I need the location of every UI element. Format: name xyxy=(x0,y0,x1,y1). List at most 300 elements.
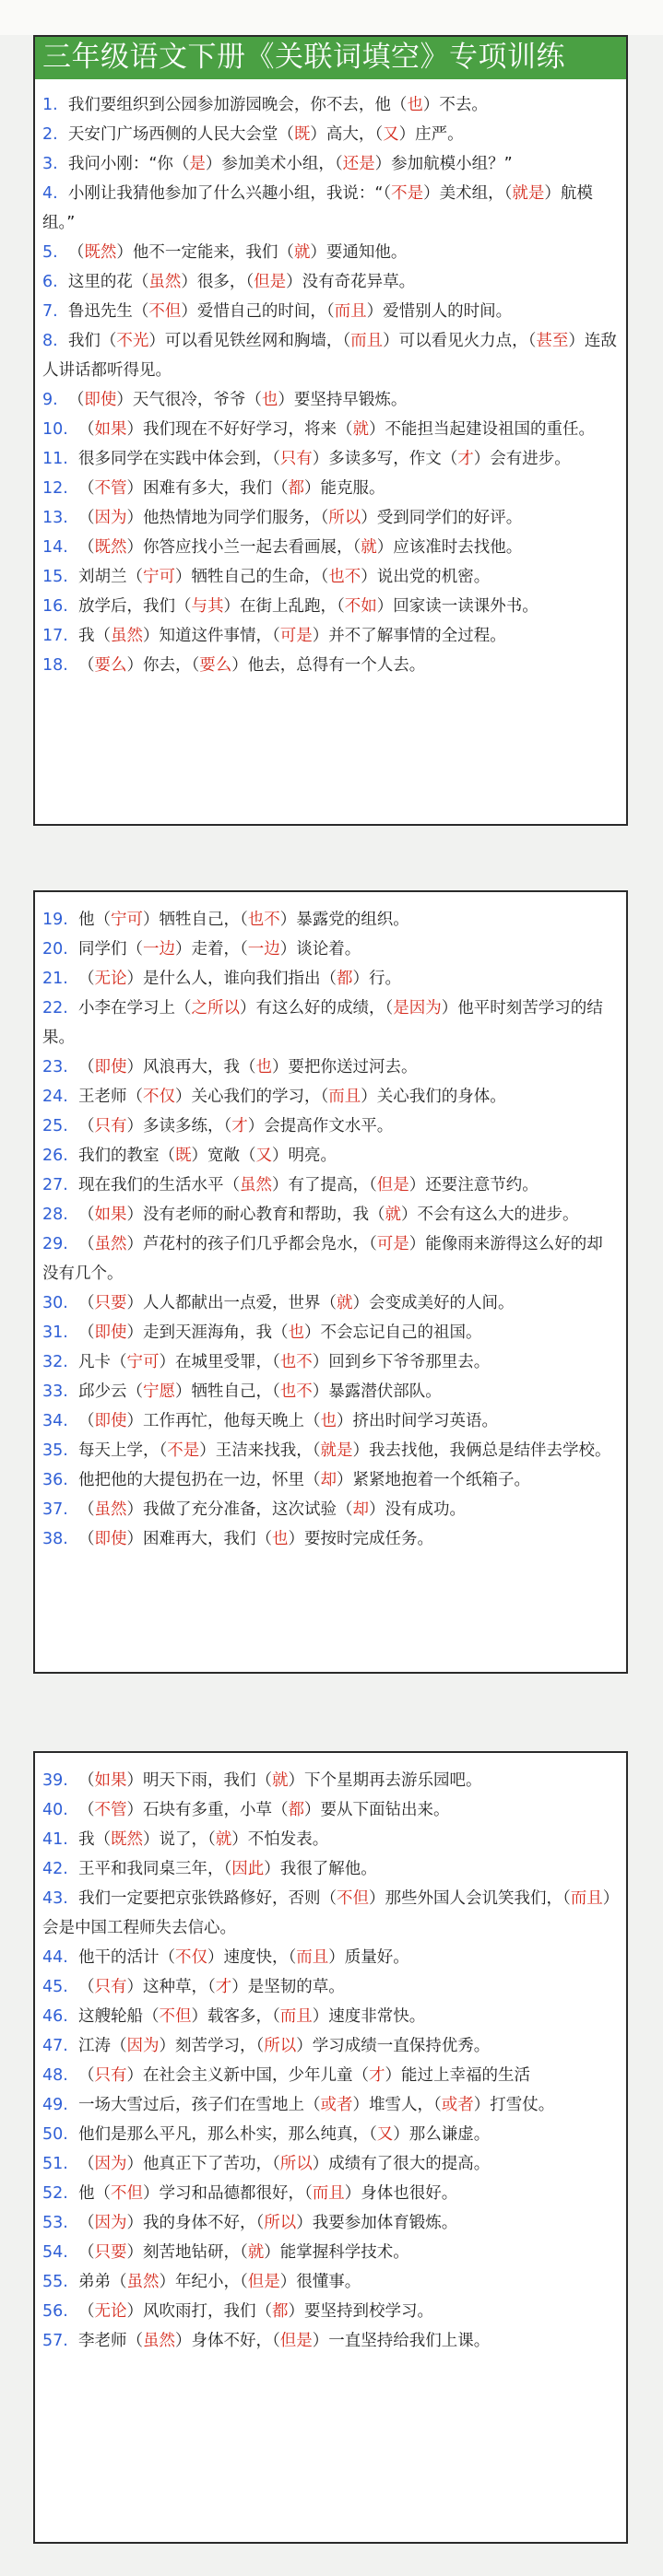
answer-word: 又 xyxy=(255,1147,272,1165)
answer-word: 就 xyxy=(247,2243,265,2262)
exercise-item xyxy=(42,621,619,651)
item-number: 56. xyxy=(42,2302,68,2321)
answer-word: 只有 xyxy=(94,1117,127,1135)
sentence-text: ）回家读一读课外书。 xyxy=(376,597,539,616)
sentence-text: ）工作再忙，他每天晚上（ xyxy=(126,1412,321,1430)
exercise-item xyxy=(42,1170,619,1200)
sentence-text: 放学后，我们（ xyxy=(67,597,192,616)
item-number: 53. xyxy=(42,2214,68,2232)
sentence-text: ）说出党的机密。 xyxy=(361,568,491,586)
exercise-item xyxy=(42,2149,619,2179)
sentence-text: ）风吹雨打，我们（ xyxy=(126,2302,272,2321)
answer-word: 却 xyxy=(352,1500,369,1519)
answer-word: 与其 xyxy=(191,597,224,616)
sentence-text: ）关心我们的身体。 xyxy=(361,1088,506,1106)
item-number: 15. xyxy=(42,568,68,586)
sentence-text: （ xyxy=(67,1117,95,1135)
sentence-text: （ xyxy=(67,1206,95,1224)
sentence-text: ）没有老师的耐心教育和帮助，我（ xyxy=(126,1206,385,1224)
sentence-text: ）在社会主义新中国，少年儿童（ xyxy=(126,2066,369,2085)
item-number: 54. xyxy=(42,2243,68,2262)
answer-word: 因为 xyxy=(94,509,127,527)
exercise-item xyxy=(42,1495,619,1524)
sentence-text: ）堆雪人，（ xyxy=(352,2096,442,2114)
item-number: 12. xyxy=(42,479,68,498)
sentence-text: （ xyxy=(67,1771,95,1790)
sentence-text: （ xyxy=(67,420,95,439)
sentence-text: ）要按时完成任务。 xyxy=(288,1530,433,1548)
sentence-text: ）刻苦地钻研，（ xyxy=(126,2243,248,2262)
sentence-text: ）牺牲自己，（ xyxy=(142,911,248,929)
sentence-text: ）成绩有了很大的提高。 xyxy=(312,2155,491,2173)
exercise-item xyxy=(42,533,619,562)
exercise-item xyxy=(42,1972,619,2002)
sentence-text: （ xyxy=(67,509,95,527)
item-number: 23. xyxy=(42,1058,68,1076)
exercise-item xyxy=(42,1377,619,1406)
item-number: 20. xyxy=(42,940,68,959)
sentence-text: ）天气很冷，爷爷（ xyxy=(116,391,262,409)
answer-word: 如果 xyxy=(94,1771,127,1790)
exercise-item xyxy=(42,326,619,385)
answer-word: 之所以 xyxy=(191,999,240,1017)
page-title: 三年级语文下册《关联词填空》专项训练 xyxy=(35,37,626,79)
answer-word: 因为 xyxy=(126,2037,160,2055)
exercise-card-3 xyxy=(33,1751,628,2544)
exercise-item xyxy=(42,2002,619,2031)
sentence-text: 邱少云（ xyxy=(67,1382,143,1401)
item-number: 47. xyxy=(42,2037,68,2055)
answer-word: 而且 xyxy=(570,1889,603,1908)
answer-word: 宁愿 xyxy=(142,1382,175,1401)
exercise-item xyxy=(42,1112,619,1141)
sentence-text: ）我很了解他。 xyxy=(264,1860,377,1878)
answer-word: 就 xyxy=(215,1830,232,1849)
answer-word: 如果 xyxy=(94,420,127,439)
exercise-item xyxy=(42,2120,619,2149)
sentence-text: （ xyxy=(67,1323,95,1342)
item-number: 4. xyxy=(42,184,58,203)
sentence-text: ）在街上乱跑，（ xyxy=(223,597,345,616)
sentence-text: 小刚让我猜他参加了什么兴趣小组，我说：“（ xyxy=(57,184,392,203)
sentence-text: ）爱惜自己的时间，（ xyxy=(181,302,335,321)
item-number: 40. xyxy=(42,1801,68,1819)
sentence-text: ）他热情地为同学们服务，（ xyxy=(126,509,329,527)
sentence-text: ）一直坚持给我们上课。 xyxy=(312,2332,491,2350)
answer-word: 而且 xyxy=(334,302,367,321)
sentence-text: ）身体不好，（ xyxy=(174,2332,280,2350)
item-number: 55. xyxy=(42,2273,68,2291)
exercise-item xyxy=(42,1141,619,1170)
answer-word: 只要 xyxy=(94,1294,127,1312)
sentence-text: ）牺牲自己，（ xyxy=(174,1382,280,1401)
sentence-text: ）我做了充分准备，这次试验（ xyxy=(126,1500,353,1519)
sentence-text: ）我们现在不好好学习，将来（ xyxy=(126,420,353,439)
sentence-text: ）明亮。 xyxy=(271,1147,337,1165)
answer-word: 都 xyxy=(336,970,353,988)
answer-word: 还是 xyxy=(342,155,375,173)
item-number: 35. xyxy=(42,1441,68,1460)
answer-word: 可是 xyxy=(279,627,313,645)
sentence-text: ）困难再大，我们（ xyxy=(126,1530,272,1548)
item-number: 50. xyxy=(42,2125,68,2144)
answer-word: 就是 xyxy=(320,1441,353,1460)
exercise-item xyxy=(42,238,619,267)
sentence-text: ）能克服。 xyxy=(303,479,385,498)
sentence-text: 江涛（ xyxy=(67,2037,127,2055)
sentence-text: （ xyxy=(67,2243,95,2262)
sentence-text: ）不去。 xyxy=(422,96,488,114)
sentence-text: 这艘轮船（ xyxy=(67,2007,160,2026)
sentence-text: ）爱惜别人的时间。 xyxy=(366,302,513,321)
answer-word: 虽然 xyxy=(110,627,143,645)
answer-word: 而且 xyxy=(296,1948,329,1967)
sentence-text: ）质量好。 xyxy=(328,1948,409,1967)
sentence-text: ）牺牲自己的生命，（ xyxy=(174,568,329,586)
exercise-item xyxy=(42,120,619,149)
item-number: 22. xyxy=(42,999,68,1017)
sentence-text: 每天上学，（ xyxy=(67,1441,168,1460)
answer-word: 不如 xyxy=(344,597,377,616)
sentence-text: ）明天下雨，我们（ xyxy=(126,1771,272,1790)
answer-word: 即使 xyxy=(94,1323,127,1342)
exercise-item xyxy=(42,2179,619,2208)
item-number: 37. xyxy=(42,1500,68,1519)
exercise-item xyxy=(42,994,619,1053)
answer-word: 都 xyxy=(271,2302,289,2321)
exercise-item xyxy=(42,2267,619,2297)
sentence-text: （ xyxy=(67,1500,95,1519)
answer-word: 是 xyxy=(189,155,206,173)
item-number: 48. xyxy=(42,2066,68,2085)
sentence-text: ）受到同学们的好评。 xyxy=(361,509,523,527)
exercise-item xyxy=(42,1229,619,1288)
answer-word: 要么 xyxy=(199,656,232,675)
item-number: 49. xyxy=(42,2096,68,2114)
sentence-text: ）他平时刻苦学习的结果。 xyxy=(42,999,603,1047)
answer-word: 也 xyxy=(261,391,278,409)
answer-word: 才 xyxy=(368,2066,385,2085)
answer-word: 就 xyxy=(271,1771,289,1790)
sentence-text: （ xyxy=(67,970,95,988)
sentence-text: ）说了，（ xyxy=(142,1830,216,1849)
answer-word: 不管 xyxy=(94,479,127,498)
sentence-text: （ xyxy=(67,2214,95,2232)
sentence-text: 我（ xyxy=(67,627,111,645)
sentence-text: ）没有成功。 xyxy=(368,1500,466,1519)
exercise-item xyxy=(42,562,619,592)
answer-word: 才 xyxy=(215,1978,232,1996)
sentence-text: ）人人都献出一点爱，世界（ xyxy=(126,1294,337,1312)
sentence-text: （ xyxy=(67,1978,95,1996)
sentence-text: 一场大雪过后，孩子们在雪地上（ xyxy=(67,2096,321,2114)
sentence-text: ）航模组。” xyxy=(42,184,593,232)
sentence-text: ）暴露党的组织。 xyxy=(279,911,409,929)
exercise-list-3 xyxy=(35,1753,626,2356)
sentence-text: 我们（ xyxy=(57,332,117,350)
answer-word: 不是 xyxy=(167,1441,200,1460)
sentence-text: （ xyxy=(67,656,95,675)
item-number: 21. xyxy=(42,970,68,988)
exercise-item xyxy=(42,1766,619,1795)
exercise-item xyxy=(42,179,619,238)
answer-word: 而且 xyxy=(312,2184,345,2203)
sentence-text: ）是什么人，谁向我们指出（ xyxy=(126,970,337,988)
item-number: 41. xyxy=(42,1830,68,1849)
item-number: 30. xyxy=(42,1294,68,1312)
exercise-item xyxy=(42,1053,619,1082)
answer-word: 所以 xyxy=(279,2155,313,2173)
item-number: 33. xyxy=(42,1382,68,1401)
exercise-item xyxy=(42,1854,619,1884)
sentence-text: ）庄严。 xyxy=(398,125,464,144)
answer-word: 可是 xyxy=(376,1235,409,1253)
item-number: 38. xyxy=(42,1530,68,1548)
exercise-item xyxy=(42,964,619,994)
sentence-text: ）能掌握科学技术。 xyxy=(264,2243,409,2262)
sentence-text: ）多读多练，（ xyxy=(126,1117,232,1135)
sentence-text: 现在我们的生活水平（ xyxy=(67,1176,240,1194)
sentence-text: 我们要组织到公园参加游园晚会，你不去，他（ xyxy=(57,96,408,114)
sentence-text: ）他真正下了苦功，（ xyxy=(126,2155,280,2173)
sentence-text: ）很懂事。 xyxy=(279,2273,361,2291)
answer-word: 所以 xyxy=(328,509,361,527)
answer-word: 却 xyxy=(320,1471,337,1489)
answer-word: 或者 xyxy=(320,2096,353,2114)
exercise-item xyxy=(42,474,619,503)
exercise-item xyxy=(42,385,619,415)
sentence-text: （ xyxy=(67,1412,95,1430)
answer-word: 就 xyxy=(385,1206,401,1224)
answer-word: 虽然 xyxy=(239,1176,272,1194)
sentence-text: ）这种草，（ xyxy=(126,1978,216,1996)
answer-word: 所以 xyxy=(264,2214,297,2232)
sentence-text: ）关心我们的学习，（ xyxy=(174,1088,329,1106)
sentence-text: ）有了提高，（ xyxy=(271,1176,377,1194)
sentence-text: ）可以看见铁丝网和胸墙，（ xyxy=(148,332,351,350)
answer-word: 或者 xyxy=(441,2096,474,2114)
answer-word: 不仅 xyxy=(142,1088,175,1106)
sentence-text: ）要通知他。 xyxy=(310,243,408,262)
answer-word: 不管 xyxy=(94,1801,127,1819)
sentence-text: ）很多，（ xyxy=(181,273,255,291)
sentence-text: ）身体也很好。 xyxy=(344,2184,458,2203)
answer-word: 虽然 xyxy=(94,1500,127,1519)
answer-word: 不是 xyxy=(391,184,424,203)
exercise-item xyxy=(42,267,619,297)
sentence-text: ）并不了解事情的全过程。 xyxy=(312,627,506,645)
sentence-text: 小李在学习上（ xyxy=(67,999,192,1017)
item-number: 44. xyxy=(42,1948,68,1967)
item-number: 5. xyxy=(42,243,58,262)
answer-word: 一边 xyxy=(142,940,175,959)
answer-word: 宁可 xyxy=(142,568,175,586)
answer-word: 即使 xyxy=(94,1058,127,1076)
exercise-item xyxy=(42,1524,619,1554)
item-number: 36. xyxy=(42,1471,68,1489)
exercise-item xyxy=(42,905,619,935)
sentence-text: ）高大，（ xyxy=(310,125,384,144)
answer-word: 因为 xyxy=(94,2155,127,2173)
answer-word: 也不 xyxy=(279,1382,313,1401)
answer-word: 又 xyxy=(376,2125,394,2144)
sentence-text: ）载客多，（ xyxy=(191,2007,280,2026)
sentence-text: ）应该准时去找他。 xyxy=(376,538,523,557)
sentence-text: （ xyxy=(67,479,95,498)
exercise-item xyxy=(42,1943,619,1972)
sentence-text: ）不会有这么大的进步。 xyxy=(400,1206,579,1224)
answer-word: 即使 xyxy=(94,1530,127,1548)
sentence-text: 他把他的大提包扔在一边，怀里（ xyxy=(67,1471,321,1489)
sentence-text: ）走着，（ xyxy=(174,940,248,959)
exercise-item xyxy=(42,1288,619,1318)
exercise-item xyxy=(42,935,619,964)
item-number: 8. xyxy=(42,332,58,350)
sentence-text: ）要把你送过河去。 xyxy=(271,1058,418,1076)
sentence-text: （ xyxy=(67,1294,95,1312)
exercise-item xyxy=(42,415,619,444)
exercise-item xyxy=(42,2090,619,2120)
sentence-text: ）会是中国工程师失去信心。 xyxy=(42,1889,611,1937)
sentence-text: ）会有进步。 xyxy=(473,450,571,468)
answer-word: 不光 xyxy=(116,332,149,350)
exercise-item xyxy=(42,651,619,680)
sentence-text: ）困难有多大，我们（ xyxy=(126,479,289,498)
item-number: 52. xyxy=(42,2184,68,2203)
item-number: 29. xyxy=(42,1235,68,1253)
sentence-text: ）走到天涯海角，我（ xyxy=(126,1323,289,1342)
exercise-card-2 xyxy=(33,890,628,1674)
exercise-item xyxy=(42,503,619,533)
answer-word: 不但 xyxy=(110,2184,143,2203)
sentence-text: 这里的花（ xyxy=(57,273,149,291)
sentence-text: ）挤出时间学习英语。 xyxy=(336,1412,498,1430)
sentence-text: ）多读多写，作文（ xyxy=(312,450,458,468)
sentence-text: ）能像雨来游得这么好的却没有几个。 xyxy=(42,1235,603,1283)
item-number: 11. xyxy=(42,450,68,468)
answer-word: 就 xyxy=(293,243,311,262)
exercise-item xyxy=(42,1465,619,1495)
item-number: 24. xyxy=(42,1088,68,1106)
answer-word: 宁可 xyxy=(110,911,143,929)
answer-word: 既 xyxy=(293,125,311,144)
answer-word: 只有 xyxy=(94,2066,127,2085)
answer-word: 才 xyxy=(231,1117,248,1135)
answer-word: 只有 xyxy=(279,450,313,468)
exercise-list-1 xyxy=(35,79,626,680)
item-number: 14. xyxy=(42,538,68,557)
sentence-text: ）要坚持到校学习。 xyxy=(288,2302,433,2321)
answer-word: 才 xyxy=(457,450,474,468)
sentence-text: 他干的活计（ xyxy=(67,1948,175,1967)
item-number: 57. xyxy=(42,2332,68,2350)
item-number: 34. xyxy=(42,1412,68,1430)
item-number: 27. xyxy=(42,1176,68,1194)
answer-word: 既然 xyxy=(84,243,117,262)
answer-word: 宁可 xyxy=(126,1353,160,1371)
sentence-text: ）风浪再大，我（ xyxy=(126,1058,256,1076)
item-number: 7. xyxy=(42,302,58,321)
sentence-text: ）那么谦虚。 xyxy=(393,2125,491,2144)
answer-word: 也 xyxy=(320,1412,337,1430)
answer-word: 虽然 xyxy=(94,1235,127,1253)
answer-word: 无论 xyxy=(94,2302,127,2321)
exercise-item xyxy=(42,444,619,474)
answer-word: 也 xyxy=(255,1058,272,1076)
answer-word: 就 xyxy=(336,1294,353,1312)
answer-word: 就 xyxy=(352,420,369,439)
answer-word: 也不 xyxy=(279,1353,313,1371)
exercise-item xyxy=(42,2208,619,2238)
answer-word: 不但 xyxy=(336,1889,369,1908)
sentence-text: ）可以看见火力点，（ xyxy=(383,332,537,350)
answer-word: 也 xyxy=(288,1323,304,1342)
sentence-text: ）有这么好的成绩，（ xyxy=(239,999,394,1017)
sentence-text: （ xyxy=(67,1058,95,1076)
sentence-text: ）紧紧地抱着一个纸箱子。 xyxy=(336,1471,530,1489)
item-number: 32. xyxy=(42,1353,68,1371)
answer-word: 甚至 xyxy=(536,332,569,350)
exercise-card-1 xyxy=(33,35,628,826)
sentence-text: ）是坚韧的草。 xyxy=(231,1978,345,1996)
sentence-text: ）他去，总得有一个人去。 xyxy=(231,656,426,675)
answer-word: 无论 xyxy=(94,970,127,988)
exercise-item xyxy=(42,1318,619,1347)
answer-word: 又 xyxy=(383,125,399,144)
exercise-item xyxy=(42,1082,619,1112)
answer-word: 不仅 xyxy=(174,1948,207,1967)
item-number: 3. xyxy=(42,155,58,173)
sentence-text: ）连敌人讲话都听得见。 xyxy=(42,332,617,380)
sentence-text: ）宽敞（ xyxy=(191,1147,256,1165)
sentence-text: ）参加航模小组？” xyxy=(374,155,513,173)
item-number: 46. xyxy=(42,2007,68,2026)
sentence-text: （ xyxy=(67,538,95,557)
item-number: 39. xyxy=(42,1771,68,1790)
exercise-item xyxy=(42,1825,619,1854)
answer-word: 因为 xyxy=(94,2214,127,2232)
sentence-text: （ xyxy=(57,391,85,409)
sentence-text: ）在城里受罪，（ xyxy=(159,1353,280,1371)
exercise-item xyxy=(42,297,619,326)
sentence-text: 同学们（ xyxy=(67,940,143,959)
sentence-text: （ xyxy=(57,243,85,262)
sentence-text: （ xyxy=(67,1235,95,1253)
answer-word: 既然 xyxy=(110,1830,143,1849)
exercise-item xyxy=(42,1884,619,1943)
sentence-text: ）要从下面钻出来。 xyxy=(303,1801,450,1819)
sentence-text: ）打雪仗。 xyxy=(473,2096,555,2114)
sentence-text: 弟弟（ xyxy=(67,2273,127,2291)
item-number: 6. xyxy=(42,273,58,291)
exercise-item xyxy=(42,1406,619,1436)
sentence-text: ）暴露潜伏部队。 xyxy=(312,1382,442,1401)
answer-word: 即使 xyxy=(84,391,117,409)
answer-word: 要么 xyxy=(94,656,127,675)
sentence-text: 鲁迅先生（ xyxy=(57,302,149,321)
exercise-item xyxy=(42,592,619,621)
exercise-list-2 xyxy=(35,892,626,1554)
sentence-text: （ xyxy=(67,2302,95,2321)
exercise-item xyxy=(42,1200,619,1229)
exercise-item xyxy=(42,90,619,120)
answer-word: 就是 xyxy=(512,184,545,203)
answer-word: 也不 xyxy=(247,911,280,929)
exercise-item xyxy=(42,2297,619,2326)
sentence-text: ）会变成美好的人间。 xyxy=(352,1294,515,1312)
exercise-item xyxy=(42,1347,619,1377)
sentence-text: 我们的教室（ xyxy=(67,1147,175,1165)
